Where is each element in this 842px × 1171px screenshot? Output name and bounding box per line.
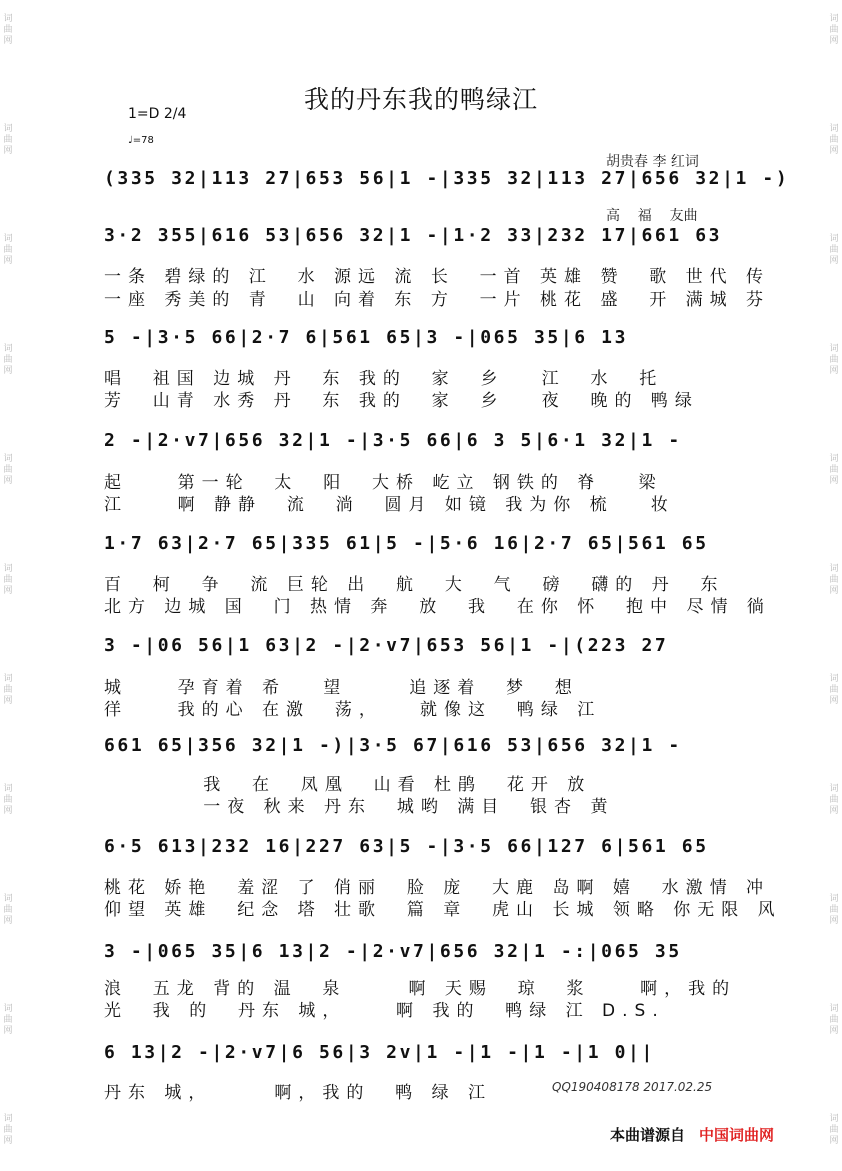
watermark-text: 词曲网 [3,454,13,486]
watermark-text: 词曲网 [3,14,13,46]
lyric-line: 一夜 秋来 丹东 城哟 满目 银杏 黄 [104,797,615,817]
score-date-note: QQ190408178 2017.02.25 [552,1080,713,1094]
source-brand: 中国词曲网 [699,1126,775,1144]
watermark-text: 词曲网 [829,14,839,46]
right-watermark-strip [826,0,842,1171]
watermark-text: 词曲网 [829,784,839,816]
watermark-text: 词曲网 [3,124,13,156]
lyric-line: 光 我 的 丹东 城， 啊 我的 鸭绿 江 D.S. [104,1001,715,1021]
lyricist-credit: 胡贵春 李 红词 [606,154,699,170]
notation-line: 661 65|356 32|1 -)|3·5 67|616 53|656 32|1 - [104,735,682,756]
lyric-line: 桃花 娇艳 羞涩 了 俏丽 脸 庞 大鹿 岛啊 嬉 水激情 冲 [104,878,771,898]
lyric-line: 我 在 凤凰 山看 杜鹃 花开 放 [104,775,592,795]
song-title: 我的丹东我的鸭绿江 [303,85,538,114]
watermark-text: 词曲网 [3,894,13,926]
watermark-text: 词曲网 [3,1004,13,1036]
notation-line: 6·5 613|232 16|227 63|5 -|3·5 66|127 6|561 65 [104,836,709,857]
lyric-line: 徉 我的心 在激 荡， 就像这 鸭绿 江 [104,700,602,720]
notation-line: 2 -|2·v7|656 32|1 -|3·5 66|6 3 5|6·1 32|1 - [104,430,682,451]
watermark-text: 词曲网 [3,1114,13,1146]
notation-line: 3 -|06 56|1 63|2 -|2·v7|653 56|1 -|(223 27 [104,635,669,656]
source-prefix: 本曲谱源自 [610,1126,686,1144]
watermark-text: 词曲网 [829,1004,839,1036]
watermark-text: 词曲网 [3,674,13,706]
notation-line: 3·2 355|616 53|656 32|1 -|1·2 33|232 17|661 63 [104,225,723,246]
watermark-text: 词曲网 [3,784,13,816]
watermark-text: 词曲网 [829,1114,839,1146]
watermark-text: 词曲网 [3,564,13,596]
lyric-line: 唱 祖国 边城 丹 东 我的 家 乡 江 水 托 [104,369,664,389]
lyric-line: 丹东 城， 啊，我的 鸭 绿 江 [104,1083,493,1103]
watermark-text: 词曲网 [829,234,839,266]
lyric-line: 百 柯 争 流 巨轮 出 航 大 气 磅 礴的 丹 东 [104,575,725,595]
key-signature: 1=D 2/4 [128,106,187,122]
watermark-text: 词曲网 [3,344,13,376]
watermark-text: 词曲网 [829,454,839,486]
notation-line: 3 -|065 35|6 13|2 -|2·v7|656 32|1 -:|065 35 [104,941,682,962]
watermark-text: 词曲网 [3,234,13,266]
lyric-line: 一座 秀美的 青 山 向着 东 方 一片 桃花 盛 开 满城 芬 [104,290,771,310]
tempo-marking: ♩=78 [128,135,154,146]
lyric-line: 城 孕育着 希 望 追逐着 梦 想 [104,678,579,698]
lyric-line: 芳 山青 水秀 丹 东 我的 家 乡 夜 晚的 鸭绿 [104,391,699,411]
notation-line: (335 32|113 27|653 56|1 -|335 32|113 27|656 32|1 -) [104,168,790,189]
watermark-text: 词曲网 [829,564,839,596]
notation-line: 1·7 63|2·7 65|335 61|5 -|5·6 16|2·7 65|561 65 [104,533,709,554]
lyric-line: 浪 五龙 背的 温 泉 啊 天赐 琼 浆 啊，我的 [104,979,737,999]
lyric-line: 江 啊 静静 流 淌 圆月 如镜 我为你 梳 妆 [104,495,675,515]
watermark-text: 词曲网 [829,894,839,926]
lyric-line: 起 第一轮 太 阳 大桥 屹立 钢铁的 脊 梁 [104,473,663,493]
lyric-line: 一条 碧绿的 江 水 源远 流 长 一首 英雄 赞 歌 世代 传 [104,267,771,287]
notation-line: 6 13|2 -|2·v7|6 56|3 2v|1 -|1 -|1 -|1 0|| [104,1042,655,1063]
watermark-text: 词曲网 [829,344,839,376]
lyric-line: 仰望 英雄 纪念 塔 壮歌 篇 章 虎山 长城 领略 你无限 风 [104,900,782,920]
notation-line: 5 -|3·5 66|2·7 6|561 65|3 -|065 35|6 13 [104,327,629,348]
source-credit [610,1124,774,1145]
composer-credit: 高 福 友曲 [606,208,698,224]
watermark-text: 词曲网 [829,124,839,156]
lyric-line: 北方 边城 国 门 热情 奔 放 我 在你 怀 抱中 尽情 徜 [104,597,771,617]
watermark-text: 词曲网 [829,674,839,706]
left-watermark-strip [0,0,16,1171]
